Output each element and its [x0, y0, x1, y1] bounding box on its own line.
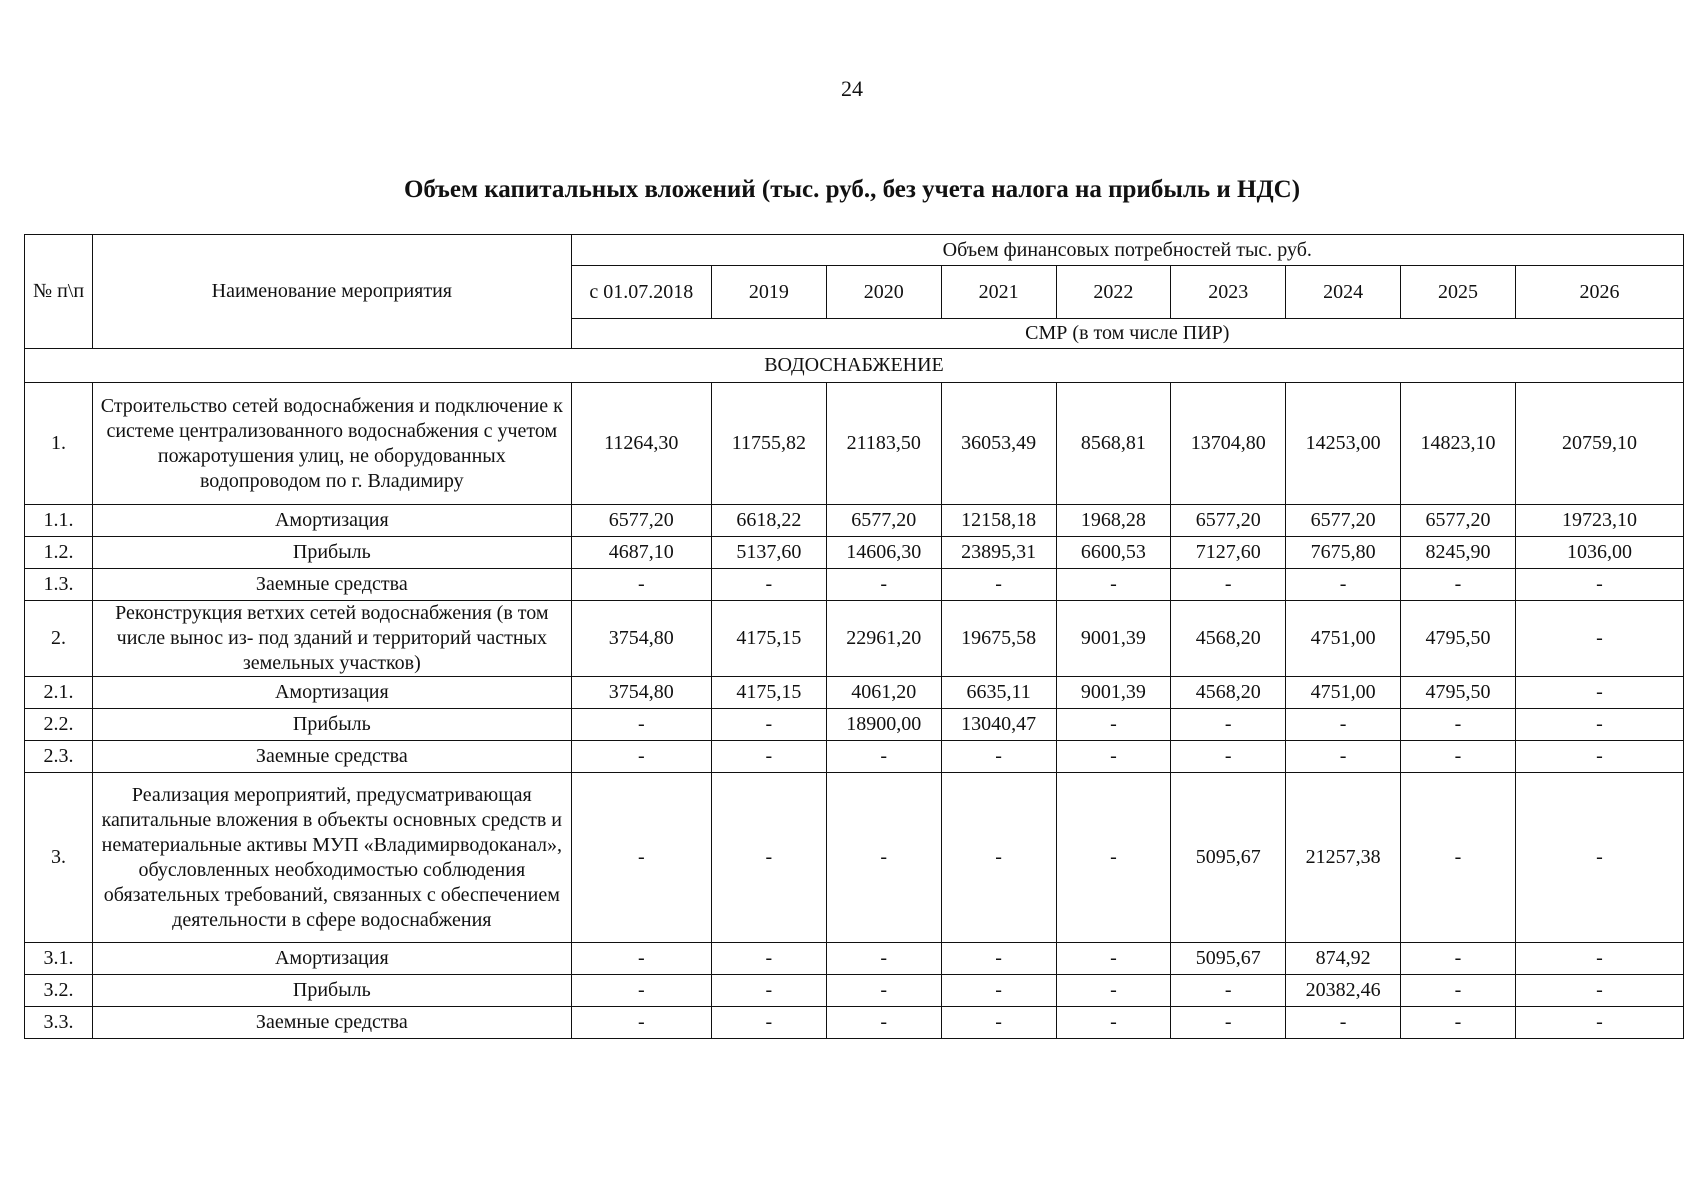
value-cell: - — [571, 943, 711, 975]
row-number: 1.3. — [25, 569, 93, 601]
value-cell: 36053,49 — [941, 383, 1056, 505]
value-cell: 7127,60 — [1171, 537, 1286, 569]
value-cell: - — [1056, 975, 1171, 1007]
value-cell: 21183,50 — [826, 383, 941, 505]
value-cell: - — [571, 741, 711, 773]
value-cell: 4795,50 — [1401, 677, 1516, 709]
value-cell: 19675,58 — [941, 601, 1056, 677]
value-cell: 23895,31 — [941, 537, 1056, 569]
value-cell: 6577,20 — [1286, 505, 1401, 537]
row-number: 2.1. — [25, 677, 93, 709]
value-cell: 14606,30 — [826, 537, 941, 569]
row-number: 3. — [25, 773, 93, 943]
value-cell: 4795,50 — [1401, 601, 1516, 677]
row-name: Прибыль — [93, 709, 572, 741]
value-cell: - — [711, 709, 826, 741]
value-cell: 7675,80 — [1286, 537, 1401, 569]
row-number: 3.1. — [25, 943, 93, 975]
row-name: Заемные средства — [93, 741, 572, 773]
header-period: 2022 — [1056, 266, 1171, 319]
row-name: Амортизация — [93, 943, 572, 975]
header-num-col: № п\п — [25, 235, 93, 349]
value-cell: 21257,38 — [1286, 773, 1401, 943]
table-row — [25, 677, 1684, 709]
value-cell: 6577,20 — [571, 505, 711, 537]
value-cell: - — [1286, 569, 1401, 601]
value-cell: 5137,60 — [711, 537, 826, 569]
value-cell: 14253,00 — [1286, 383, 1401, 505]
row-name: Строительство сетей водоснабжения и подключение к системе централизованного водоснабжения с учетом пожаротушения улиц, не оборудованных водопроводом по г. Владимиру — [93, 383, 572, 505]
value-cell: 8568,81 — [1056, 383, 1171, 505]
table-row — [25, 709, 1684, 741]
header-period: с 01.07.2018 — [571, 266, 711, 319]
value-cell: 9001,39 — [1056, 677, 1171, 709]
value-cell: - — [1286, 709, 1401, 741]
value-cell: 20382,46 — [1286, 975, 1401, 1007]
value-cell: - — [1515, 943, 1683, 975]
value-cell: - — [571, 1007, 711, 1039]
value-cell: - — [1515, 601, 1683, 677]
value-cell: 6577,20 — [826, 505, 941, 537]
section-title: ВОДОСНАБЖЕНИЕ — [25, 349, 1684, 383]
value-cell: - — [826, 943, 941, 975]
row-name: Заемные средства — [93, 1007, 572, 1039]
header-smr: СМР (в том числе ПИР) — [571, 319, 1683, 349]
value-cell: - — [1286, 741, 1401, 773]
row-name: Амортизация — [93, 505, 572, 537]
header-name-col: Наименование мероприятия — [93, 235, 572, 349]
value-cell: - — [826, 975, 941, 1007]
value-cell: 5095,67 — [1171, 943, 1286, 975]
value-cell: 6577,20 — [1401, 505, 1516, 537]
value-cell: - — [826, 741, 941, 773]
value-cell: - — [1401, 709, 1516, 741]
value-cell: - — [1056, 741, 1171, 773]
value-cell: - — [571, 709, 711, 741]
value-cell: - — [1515, 569, 1683, 601]
value-cell: 1968,28 — [1056, 505, 1171, 537]
value-cell: - — [941, 1007, 1056, 1039]
value-cell: - — [711, 943, 826, 975]
row-number: 1. — [25, 383, 93, 505]
value-cell: 4751,00 — [1286, 677, 1401, 709]
value-cell: - — [941, 741, 1056, 773]
value-cell: - — [1515, 741, 1683, 773]
value-cell: 6618,22 — [711, 505, 826, 537]
value-cell: - — [1171, 975, 1286, 1007]
value-cell: - — [711, 773, 826, 943]
value-cell: 9001,39 — [1056, 601, 1171, 677]
value-cell: - — [711, 1007, 826, 1039]
row-name: Амортизация — [93, 677, 572, 709]
value-cell: 4175,15 — [711, 601, 826, 677]
value-cell: - — [1171, 1007, 1286, 1039]
value-cell: - — [1401, 943, 1516, 975]
value-cell: 5095,67 — [1171, 773, 1286, 943]
value-cell: 6635,11 — [941, 677, 1056, 709]
value-cell: 4061,20 — [826, 677, 941, 709]
value-cell: - — [941, 773, 1056, 943]
row-number: 2.2. — [25, 709, 93, 741]
value-cell: - — [1401, 569, 1516, 601]
value-cell: 3754,80 — [571, 677, 711, 709]
value-cell: - — [711, 975, 826, 1007]
value-cell: - — [826, 1007, 941, 1039]
value-cell: 12158,18 — [941, 505, 1056, 537]
value-cell: - — [1056, 709, 1171, 741]
value-cell: - — [1515, 709, 1683, 741]
page-number: 24 — [841, 76, 863, 101]
table-row — [25, 741, 1684, 773]
section-row — [25, 349, 1684, 383]
value-cell: 8245,90 — [1401, 537, 1516, 569]
value-cell: - — [1401, 1007, 1516, 1039]
table-row — [25, 505, 1684, 537]
header-finance-group: Объем финансовых потребностей тыс. руб. — [571, 235, 1683, 266]
value-cell: - — [711, 569, 826, 601]
header-period: 2023 — [1171, 266, 1286, 319]
value-cell: - — [826, 569, 941, 601]
table-row — [25, 943, 1684, 975]
value-cell: - — [1171, 709, 1286, 741]
value-cell: - — [1056, 569, 1171, 601]
value-cell: - — [1515, 677, 1683, 709]
row-number: 2. — [25, 601, 93, 677]
table-row — [25, 601, 1684, 677]
header-period: 2024 — [1286, 266, 1401, 319]
value-cell: - — [1056, 773, 1171, 943]
row-name: Реконструкция ветхих сетей водоснабжения (в том числе вынос из- под зданий и территорий частных земельных участков) — [93, 601, 572, 677]
value-cell: 6577,20 — [1171, 505, 1286, 537]
value-cell: 4175,15 — [711, 677, 826, 709]
value-cell: - — [826, 773, 941, 943]
value-cell: - — [571, 569, 711, 601]
table-row — [25, 1007, 1684, 1039]
value-cell: 19723,10 — [1515, 505, 1683, 537]
value-cell: 3754,80 — [571, 601, 711, 677]
header-period: 2019 — [711, 266, 826, 319]
value-cell: 4751,00 — [1286, 601, 1401, 677]
table-row — [25, 537, 1684, 569]
value-cell: - — [941, 943, 1056, 975]
value-cell: - — [1401, 975, 1516, 1007]
value-cell: 22961,20 — [826, 601, 941, 677]
table-row — [25, 975, 1684, 1007]
header-period: 2025 — [1401, 266, 1516, 319]
value-cell: 1036,00 — [1515, 537, 1683, 569]
value-cell: - — [1056, 1007, 1171, 1039]
value-cell: - — [1171, 741, 1286, 773]
value-cell: - — [571, 975, 711, 1007]
table-row — [25, 569, 1684, 601]
header-row-group — [25, 235, 1684, 266]
header-period: 2026 — [1515, 266, 1683, 319]
value-cell: - — [1056, 943, 1171, 975]
value-cell: - — [711, 741, 826, 773]
row-number: 2.3. — [25, 741, 93, 773]
document-title: Объем капитальных вложений (тыс. руб., без учета налога на прибыль и НДС) — [403, 176, 1301, 203]
value-cell: - — [1171, 569, 1286, 601]
value-cell: 4568,20 — [1171, 601, 1286, 677]
row-name: Прибыль — [93, 537, 572, 569]
value-cell: 874,92 — [1286, 943, 1401, 975]
row-number: 1.1. — [25, 505, 93, 537]
value-cell: - — [1286, 1007, 1401, 1039]
header-period: 2021 — [941, 266, 1056, 319]
row-name: Реализация мероприятий, предусматривающая капитальные вложения в объекты основных средств и нематериальные активы МУП «Владимирводоканал», обусловленных необходимостью соблюдения обязательных требований, связанных с обеспечением деятельности в сфере водоснабжения — [93, 773, 572, 943]
value-cell: - — [941, 569, 1056, 601]
table-row — [25, 383, 1684, 505]
row-number: 1.2. — [25, 537, 93, 569]
table-body — [25, 235, 1684, 1039]
value-cell: - — [1515, 1007, 1683, 1039]
value-cell: 4687,10 — [571, 537, 711, 569]
row-number: 3.3. — [25, 1007, 93, 1039]
value-cell: - — [1515, 975, 1683, 1007]
value-cell: 13040,47 — [941, 709, 1056, 741]
value-cell: 4568,20 — [1171, 677, 1286, 709]
value-cell: 11755,82 — [711, 383, 826, 505]
value-cell: - — [1401, 773, 1516, 943]
value-cell: - — [941, 975, 1056, 1007]
value-cell: 14823,10 — [1401, 383, 1516, 505]
value-cell: - — [1401, 741, 1516, 773]
value-cell: 11264,30 — [571, 383, 711, 505]
value-cell: 6600,53 — [1056, 537, 1171, 569]
value-cell: 20759,10 — [1515, 383, 1683, 505]
table-row — [25, 773, 1684, 943]
header-period: 2020 — [826, 266, 941, 319]
row-name: Заемные средства — [93, 569, 572, 601]
value-cell: - — [1515, 773, 1683, 943]
row-number: 3.2. — [25, 975, 93, 1007]
value-cell: 13704,80 — [1171, 383, 1286, 505]
value-cell: 18900,00 — [826, 709, 941, 741]
value-cell: - — [571, 773, 711, 943]
capital-investment-table — [24, 234, 1684, 1039]
row-name: Прибыль — [93, 975, 572, 1007]
